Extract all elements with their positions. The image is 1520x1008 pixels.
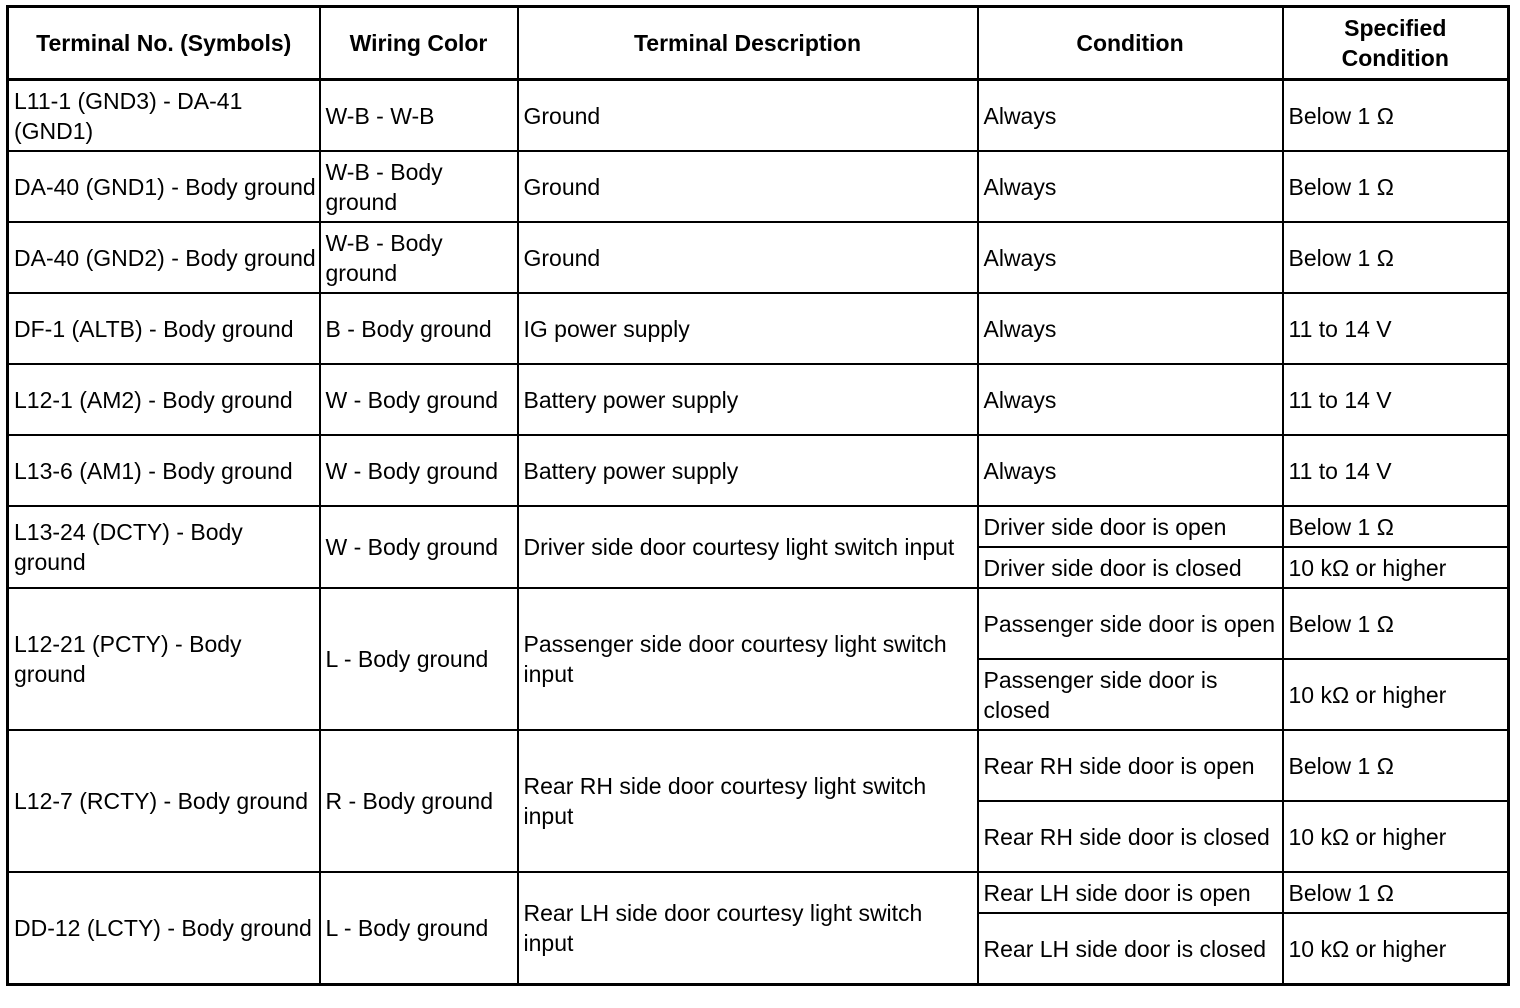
table-row (8, 506, 1509, 547)
description-cell: Ground (518, 80, 978, 152)
table-row (8, 872, 1509, 913)
condition-cell: Driver side door is open (978, 506, 1283, 547)
table-row (8, 222, 1509, 293)
header-wiring-color: Wiring Color (320, 7, 518, 80)
header-specified-condition: Specified Condition (1283, 7, 1509, 80)
description-cell: Passenger side door courtesy light switch input (518, 588, 978, 730)
description-cell: Rear LH side door courtesy light switch input (518, 872, 978, 985)
description-cell: Battery power supply (518, 435, 978, 506)
header-terminal: Terminal No. (Symbols) (8, 7, 320, 80)
specified-condition-cell: Below 1 Ω (1283, 151, 1509, 222)
table-row (8, 364, 1509, 435)
condition-cell: Driver side door is closed (978, 547, 1283, 588)
condition-cell: Passenger side door is closed (978, 659, 1283, 730)
condition-cell: Passenger side door is open (978, 588, 1283, 659)
specified-condition-cell: 11 to 14 V (1283, 364, 1509, 435)
header-condition: Condition (978, 7, 1283, 80)
wiring-color-cell: W - Body ground (320, 364, 518, 435)
specified-condition-cell: 10 kΩ or higher (1283, 801, 1509, 872)
wiring-color-cell: L - Body ground (320, 588, 518, 730)
terminal-cell: DF-1 (ALTB) - Body ground (8, 293, 320, 364)
specified-condition-cell: 11 to 14 V (1283, 435, 1509, 506)
wiring-color-cell: W-B - W-B (320, 80, 518, 152)
terminal-cell: DA-40 (GND2) - Body ground (8, 222, 320, 293)
header-terminal-description: Terminal Description (518, 7, 978, 80)
terminal-spec-table (6, 5, 1510, 986)
terminal-cell: L12-1 (AM2) - Body ground (8, 364, 320, 435)
description-cell: IG power supply (518, 293, 978, 364)
condition-cell: Rear LH side door is open (978, 872, 1283, 913)
specified-condition-cell: Below 1 Ω (1283, 80, 1509, 152)
specified-condition-cell: Below 1 Ω (1283, 588, 1509, 659)
description-cell: Driver side door courtesy light switch input (518, 506, 978, 588)
table-row (8, 293, 1509, 364)
table-row (8, 151, 1509, 222)
condition-cell: Always (978, 151, 1283, 222)
specified-condition-cell: 10 kΩ or higher (1283, 547, 1509, 588)
description-cell: Ground (518, 151, 978, 222)
condition-cell: Always (978, 80, 1283, 152)
terminal-cell: DD-12 (LCTY) - Body ground (8, 872, 320, 985)
description-cell: Rear RH side door courtesy light switch input (518, 730, 978, 872)
terminal-cell: L13-24 (DCTY) - Body ground (8, 506, 320, 588)
description-cell: Battery power supply (518, 364, 978, 435)
condition-cell: Always (978, 364, 1283, 435)
wiring-color-cell: L - Body ground (320, 872, 518, 985)
terminal-cell: L11-1 (GND3) - DA-41 (GND1) (8, 80, 320, 152)
specified-condition-cell: Below 1 Ω (1283, 506, 1509, 547)
table-row (8, 80, 1509, 152)
table-header-row (8, 7, 1509, 80)
terminal-cell: L12-7 (RCTY) - Body ground (8, 730, 320, 872)
table-row (8, 588, 1509, 659)
table-row (8, 435, 1509, 506)
terminal-cell: L12-21 (PCTY) - Body ground (8, 588, 320, 730)
condition-cell: Always (978, 222, 1283, 293)
specified-condition-cell: Below 1 Ω (1283, 872, 1509, 913)
table-row (8, 730, 1509, 801)
specified-condition-cell: 10 kΩ or higher (1283, 659, 1509, 730)
specified-condition-cell: Below 1 Ω (1283, 730, 1509, 801)
condition-cell: Always (978, 435, 1283, 506)
specified-condition-cell: Below 1 Ω (1283, 222, 1509, 293)
wiring-color-cell: W - Body ground (320, 435, 518, 506)
wiring-color-cell: B - Body ground (320, 293, 518, 364)
condition-cell: Rear RH side door is open (978, 730, 1283, 801)
condition-cell: Always (978, 293, 1283, 364)
wiring-color-cell: W - Body ground (320, 506, 518, 588)
terminal-cell: L13-6 (AM1) - Body ground (8, 435, 320, 506)
description-cell: Ground (518, 222, 978, 293)
condition-cell: Rear RH side door is closed (978, 801, 1283, 872)
wiring-color-cell: W-B - Body ground (320, 222, 518, 293)
wiring-color-cell: R - Body ground (320, 730, 518, 872)
specified-condition-cell: 11 to 14 V (1283, 293, 1509, 364)
wiring-color-cell: W-B - Body ground (320, 151, 518, 222)
specified-condition-cell: 10 kΩ or higher (1283, 913, 1509, 985)
terminal-cell: DA-40 (GND1) - Body ground (8, 151, 320, 222)
condition-cell: Rear LH side door is closed (978, 913, 1283, 985)
